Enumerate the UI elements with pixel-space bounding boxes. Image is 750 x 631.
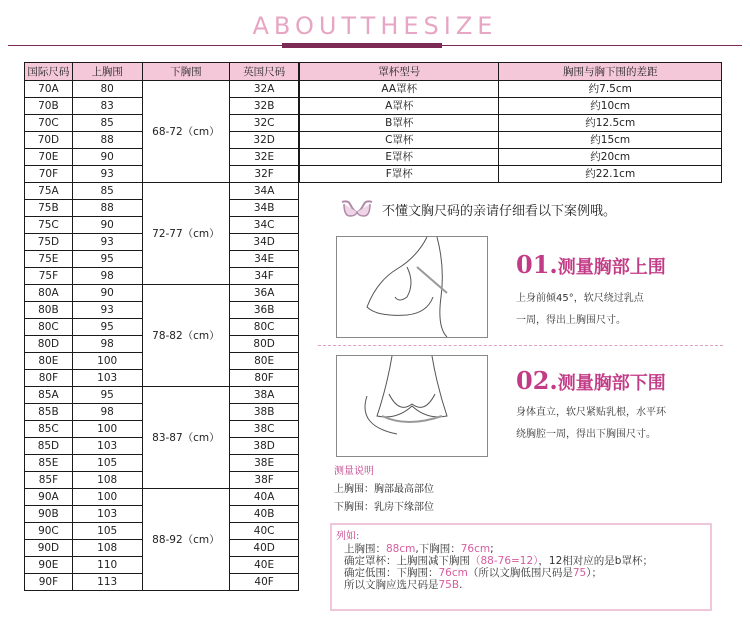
intl-size-cell: 80F bbox=[25, 370, 73, 387]
uk-size-cell: 34A bbox=[230, 183, 299, 200]
intl-size-cell: 75A bbox=[25, 183, 73, 200]
under-bust-range-cell: 88-92（cm） bbox=[142, 489, 230, 591]
example-line-2: 确定罩杯：上胸围减下胸围（88-76=12），12相对应的是b罩杯； bbox=[344, 555, 653, 567]
uk-size-cell: 40C bbox=[230, 523, 299, 540]
upper-bust-cell: 95 bbox=[72, 387, 142, 404]
step1-heading: 01.测量胸部上围 bbox=[516, 250, 666, 279]
table-row bbox=[25, 183, 299, 200]
intl-size-cell: 85C bbox=[25, 421, 73, 438]
cup-header-cell: 胸围与胸下围的差距 bbox=[499, 63, 722, 81]
uk-size-cell: 80C bbox=[230, 319, 299, 336]
uk-size-cell: 38B bbox=[230, 404, 299, 421]
uk-size-cell: 36A bbox=[230, 285, 299, 302]
uk-size-cell: 32F bbox=[230, 166, 299, 183]
under-bust-range-cell: 78-82（cm） bbox=[142, 285, 230, 387]
upper-bust-cell: 105 bbox=[72, 455, 142, 472]
intl-size-cell: 70D bbox=[25, 132, 73, 149]
uk-size-cell: 40A bbox=[230, 489, 299, 506]
intl-size-cell: 70F bbox=[25, 166, 73, 183]
uk-size-cell: 38C bbox=[230, 421, 299, 438]
upper-bust-cell: 100 bbox=[72, 353, 142, 370]
measure-guide bbox=[318, 190, 723, 620]
upper-bust-cell: 85 bbox=[72, 115, 142, 132]
guide-intro-row bbox=[340, 196, 616, 222]
upper-bust-cell: 105 bbox=[72, 523, 142, 540]
intl-size-cell: 90A bbox=[25, 489, 73, 506]
upper-bust-cell: 103 bbox=[72, 438, 142, 455]
header-accent-bar bbox=[282, 43, 442, 48]
measure-notes: 测量说明 上胸围：胸部最高部位 下胸围：乳房下缘部位 bbox=[334, 466, 434, 513]
measure-upper-illustration bbox=[336, 236, 488, 338]
uk-size-cell: 34F bbox=[230, 268, 299, 285]
cup-difference-cell: 约7.5cm bbox=[499, 81, 722, 98]
upper-bust-cell: 113 bbox=[72, 574, 142, 591]
uk-size-cell: 38D bbox=[230, 438, 299, 455]
step1-description: 上身前倾45°，软尺绕过乳点 一周，得出上胸围尺寸。 bbox=[516, 293, 644, 326]
upper-bust-cell: 93 bbox=[72, 234, 142, 251]
cup-type-cell: B罩杯 bbox=[300, 115, 499, 132]
uk-size-cell: 32B bbox=[230, 98, 299, 115]
header-title: ABOUTTHESIZE bbox=[252, 12, 498, 40]
uk-size-cell: 32C bbox=[230, 115, 299, 132]
intl-size-cell: 90C bbox=[25, 523, 73, 540]
intl-size-cell: 75C bbox=[25, 217, 73, 234]
upper-bust-cell: 108 bbox=[72, 472, 142, 489]
upper-bust-cell: 93 bbox=[72, 302, 142, 319]
example-title: 列如: bbox=[336, 531, 360, 542]
size-table-header bbox=[25, 63, 299, 81]
upper-bust-cell: 100 bbox=[72, 421, 142, 438]
table-row bbox=[300, 115, 722, 132]
uk-size-cell: 34B bbox=[230, 200, 299, 217]
cup-table-header bbox=[300, 63, 722, 81]
intl-size-cell: 75D bbox=[25, 234, 73, 251]
size-header-cell: 上胸围 bbox=[72, 63, 142, 81]
cup-type-cell: C罩杯 bbox=[300, 132, 499, 149]
size-table bbox=[24, 62, 299, 591]
intl-size-cell: 85B bbox=[25, 404, 73, 421]
upper-bust-cell: 85 bbox=[72, 183, 142, 200]
cup-difference-cell: 约22.1cm bbox=[499, 166, 722, 183]
step2-description: 身体直立，软尺紧贴乳根，水平环 绕胸腔一周，得出下胸围尺寸。 bbox=[516, 407, 666, 440]
uk-size-cell: 34D bbox=[230, 234, 299, 251]
upper-bust-cell: 95 bbox=[72, 251, 142, 268]
intl-size-cell: 80B bbox=[25, 302, 73, 319]
intl-size-cell: 90D bbox=[25, 540, 73, 557]
uk-size-cell: 80E bbox=[230, 353, 299, 370]
upper-bust-cell: 88 bbox=[72, 200, 142, 217]
example-line-3: 确定低围：下胸围：76cm（所以文胸低围尺码是75）； bbox=[344, 567, 602, 579]
intl-size-cell: 85E bbox=[25, 455, 73, 472]
page-header bbox=[0, 0, 750, 50]
size-header-cell: 英国尺码 bbox=[230, 63, 299, 81]
step2-heading: 02.测量胸部下围 bbox=[516, 366, 666, 395]
cup-type-cell: A罩杯 bbox=[300, 98, 499, 115]
uk-size-cell: 32E bbox=[230, 149, 299, 166]
cup-difference-cell: 约20cm bbox=[499, 149, 722, 166]
cup-type-cell: E罩杯 bbox=[300, 149, 499, 166]
uk-size-cell: 40B bbox=[230, 506, 299, 523]
example-line-1: 上胸围：88cm,下胸围：76cm; bbox=[344, 543, 494, 555]
measure-under-illustration bbox=[336, 355, 488, 457]
upper-bust-cell: 110 bbox=[72, 557, 142, 574]
uk-size-cell: 36B bbox=[230, 302, 299, 319]
intl-size-cell: 85A bbox=[25, 387, 73, 404]
table-row bbox=[300, 166, 722, 183]
table-row bbox=[25, 387, 299, 404]
uk-size-cell: 32D bbox=[230, 132, 299, 149]
upper-bust-cell: 98 bbox=[72, 336, 142, 353]
uk-size-cell: 38E bbox=[230, 455, 299, 472]
intl-size-cell: 70E bbox=[25, 149, 73, 166]
intl-size-cell: 75F bbox=[25, 268, 73, 285]
uk-size-cell: 40E bbox=[230, 557, 299, 574]
intl-size-cell: 90B bbox=[25, 506, 73, 523]
upper-bust-cell: 103 bbox=[72, 506, 142, 523]
table-row bbox=[300, 98, 722, 115]
uk-size-cell: 40F bbox=[230, 574, 299, 591]
cup-difference-cell: 约15cm bbox=[499, 132, 722, 149]
size-header-cell: 国际尺码 bbox=[25, 63, 73, 81]
uk-size-cell: 80D bbox=[230, 336, 299, 353]
upper-bust-cell: 100 bbox=[72, 489, 142, 506]
size-header-cell: 下胸围 bbox=[142, 63, 230, 81]
table-row bbox=[300, 81, 722, 98]
example-box bbox=[330, 523, 712, 611]
uk-size-cell: 34E bbox=[230, 251, 299, 268]
guide-intro: 不懂文胸尺码的亲请仔细看以下案例哦。 bbox=[382, 203, 617, 219]
table-row bbox=[25, 81, 299, 98]
uk-size-cell: 80F bbox=[230, 370, 299, 387]
divider bbox=[318, 345, 723, 346]
upper-bust-cell: 90 bbox=[72, 217, 142, 234]
example-line-4: 所以文胸应选尺码是75B. bbox=[344, 579, 463, 591]
intl-size-cell: 85F bbox=[25, 472, 73, 489]
uk-size-cell: 40D bbox=[230, 540, 299, 557]
table-row bbox=[300, 149, 722, 166]
intl-size-cell: 80E bbox=[25, 353, 73, 370]
cup-type-cell: F罩杯 bbox=[300, 166, 499, 183]
upper-bust-cell: 108 bbox=[72, 540, 142, 557]
uk-size-cell: 38A bbox=[230, 387, 299, 404]
intl-size-cell: 90F bbox=[25, 574, 73, 591]
upper-bust-cell: 80 bbox=[72, 81, 142, 98]
intl-size-cell: 75B bbox=[25, 200, 73, 217]
upper-bust-cell: 90 bbox=[72, 149, 142, 166]
under-bust-range-cell: 68-72（cm） bbox=[142, 81, 230, 183]
upper-bust-cell: 83 bbox=[72, 98, 142, 115]
intl-size-cell: 70C bbox=[25, 115, 73, 132]
cup-table bbox=[299, 62, 722, 183]
intl-size-cell: 70A bbox=[25, 81, 73, 98]
intl-size-cell: 80C bbox=[25, 319, 73, 336]
table-row bbox=[25, 285, 299, 302]
intl-size-cell: 80A bbox=[25, 285, 73, 302]
cup-type-cell: AA罩杯 bbox=[300, 81, 499, 98]
intl-size-cell: 75E bbox=[25, 251, 73, 268]
uk-size-cell: 34C bbox=[230, 217, 299, 234]
upper-bust-cell: 98 bbox=[72, 268, 142, 285]
cup-difference-cell: 约12.5cm bbox=[499, 115, 722, 132]
intl-size-cell: 80D bbox=[25, 336, 73, 353]
cup-header-cell: 罩杯型号 bbox=[300, 63, 499, 81]
intl-size-cell: 90E bbox=[25, 557, 73, 574]
table-row bbox=[25, 489, 299, 506]
upper-bust-cell: 93 bbox=[72, 166, 142, 183]
upper-bust-cell: 103 bbox=[72, 370, 142, 387]
table-row bbox=[300, 132, 722, 149]
upper-bust-cell: 98 bbox=[72, 404, 142, 421]
intl-size-cell: 85D bbox=[25, 438, 73, 455]
under-bust-range-cell: 72-77（cm） bbox=[142, 183, 230, 285]
intl-size-cell: 70B bbox=[25, 98, 73, 115]
uk-size-cell: 38F bbox=[230, 472, 299, 489]
under-bust-range-cell: 83-87（cm） bbox=[142, 387, 230, 489]
upper-bust-cell: 95 bbox=[72, 319, 142, 336]
uk-size-cell: 32A bbox=[230, 81, 299, 98]
bra-icon bbox=[340, 198, 374, 220]
upper-bust-cell: 90 bbox=[72, 285, 142, 302]
cup-difference-cell: 约10cm bbox=[499, 98, 722, 115]
upper-bust-cell: 88 bbox=[72, 132, 142, 149]
